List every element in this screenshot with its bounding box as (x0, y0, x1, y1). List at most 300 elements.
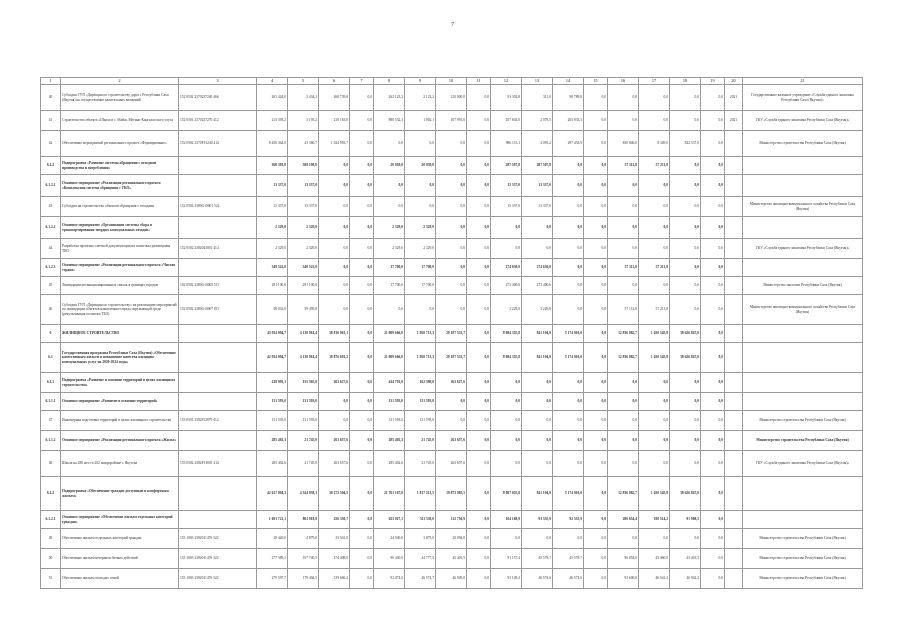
amount-cell: 0,0 (319, 175, 350, 197)
amount-cell: 57 112,8 (608, 157, 639, 175)
responsible-org: Министерство строительства Республики Саха (Якутия) (743, 411, 863, 431)
amount-cell: 0,0 (553, 217, 584, 239)
amount-cell: 0,0 (319, 411, 350, 431)
amount-cell: 197 740,5 (288, 549, 319, 569)
table-row (41, 373, 863, 393)
amount-cell: 131 593,0 (257, 411, 288, 431)
row-number: 44 (41, 239, 61, 259)
amount-cell: 0,0 (436, 393, 467, 411)
amount-cell: 0,0 (491, 451, 522, 477)
amount-cell: 0,0 (522, 431, 553, 451)
responsible-org: Министерство строительства Республики Саха (Якутия) (743, 549, 863, 569)
responsible-org: Министерство строительства Республики Саха (Якутия) (743, 131, 863, 157)
amount-cell: 0,0 (670, 111, 701, 131)
amount-cell: 0,0 (350, 295, 374, 325)
amount-cell: 0,0 (639, 197, 670, 217)
amount-cell: 21 745,0 (288, 431, 319, 451)
amount-cell: 1 024 993,7 (319, 131, 350, 157)
amount-cell: 0,0 (639, 85, 670, 111)
page-number: 7 (451, 22, 454, 28)
amount-cell: 0,0 (467, 295, 491, 325)
amount-cell: 0,0 (553, 259, 584, 277)
amount-cell: 287 507,8 (491, 157, 522, 175)
row-number: 6.1 (41, 343, 61, 373)
amount-cell: 0,0 (374, 197, 405, 217)
amount-cell: 190 514,2 (639, 511, 670, 529)
amount-cell: 2 329,0 (257, 239, 288, 259)
amount-cell: 0,0 (491, 373, 522, 393)
amount-cell: 131 593,0 (405, 411, 436, 431)
row-name: Субсидия ГУП «Дирекция по строительству дорог» Республики Саха (Якутия) на осуществление капитальных вложений (61, 85, 179, 111)
column-number: 6 (319, 78, 350, 85)
amount-cell: 44 777,5 (405, 549, 436, 569)
amount-cell: 21 809 666,0 (374, 343, 405, 373)
amount-cell: 4 138 961,4 (288, 325, 319, 343)
budget-code (179, 259, 257, 277)
amount-cell: 0,0 (467, 343, 491, 373)
amount-cell: 0,0 (467, 239, 491, 259)
responsible-org: Министерство строительства Республики Саха (Якутия) (743, 569, 863, 589)
row-number: 46 (41, 295, 61, 325)
amount-cell: 0,0 (319, 157, 350, 175)
amount-cell: 2 329,0 (288, 217, 319, 239)
row-number: 6.1.2.3 (41, 259, 61, 277)
year-cell (725, 393, 743, 411)
budget-code: 152 0502 2370237240 466 (179, 85, 257, 111)
amount-cell: 0,0 (701, 239, 725, 259)
amount-cell: 8 084 355,8 (491, 325, 522, 343)
amount-cell: 0,0 (701, 175, 725, 197)
amount-cell: 0,0 (701, 393, 725, 411)
budget-code: 152 0502 2370F13240 414 (179, 131, 257, 157)
table-row (41, 569, 863, 589)
row-number: 6.1.2.1 (41, 511, 61, 529)
amount-cell: 38 626 847,6 (670, 325, 701, 343)
amount-cell: 0,0 (701, 131, 725, 157)
amount-cell: 263 657,6 (436, 431, 467, 451)
amount-cell: 0,0 (670, 197, 701, 217)
amount-cell: 0,0 (467, 217, 491, 239)
budget-code: 162 0502 2380G10005 511 (179, 277, 257, 295)
amount-cell: 0,0 (639, 393, 670, 411)
amount-cell: 174 408,0 (319, 549, 350, 569)
amount-cell: 0,0 (608, 197, 639, 217)
amount-cell: 262 123,2 (374, 85, 405, 111)
responsible-org: Государственное казенное учреждение «Служба единого заказчика Республики Саха (Якутия)» (743, 85, 863, 111)
row-name: Подпрограмма «Развитие системы обращения с отходами производства и потребления» (61, 157, 179, 175)
amount-cell: 0,0 (701, 511, 725, 529)
table-row (41, 295, 863, 325)
column-number: 3 (179, 78, 257, 85)
amount-cell: 260 739,8 (319, 85, 350, 111)
amount-cell: 0,0 (319, 217, 350, 239)
amount-cell: 0,0 (467, 477, 491, 511)
amount-cell: 4 091,2 (522, 131, 553, 157)
responsible-org (743, 511, 863, 529)
amount-cell: 3 229,0 (491, 295, 522, 325)
amount-cell: 57 112,8 (608, 295, 639, 325)
amount-cell: 0,0 (584, 549, 608, 569)
column-number: 20 (725, 78, 743, 85)
amount-cell: 0,0 (522, 411, 553, 431)
amount-cell: 19 873 005,5 (436, 477, 467, 511)
row-number: 6.1.2.1 (41, 175, 61, 197)
row-name: Обеспечение мероприятий регионального проекта «Формирование» (61, 131, 179, 157)
row-name: Школа на 280 мест в 202 микрорайоне г. Якутска (61, 451, 179, 477)
amount-cell: 0,0 (701, 569, 725, 589)
amount-cell: 0,0 (584, 217, 608, 239)
amount-cell: 57 211,8 (639, 157, 670, 175)
amount-cell: 0,0 (701, 217, 725, 239)
amount-cell: 0,0 (350, 175, 374, 197)
amount-cell: 0,0 (467, 569, 491, 589)
amount-cell: 623 027,1 (374, 511, 405, 529)
amount-cell: 46 942,2 (670, 569, 701, 589)
amount-cell: 4 138 961,4 (288, 343, 319, 373)
amount-cell: 0,0 (467, 373, 491, 393)
budget-code (179, 325, 257, 343)
amount-cell: 5 174 001,0 (553, 477, 584, 511)
amount-cell: 5 174 001,0 (553, 325, 584, 343)
amount-cell: 263 657,6 (319, 451, 350, 477)
amount-cell: 0,0 (608, 239, 639, 259)
amount-cell: 0,0 (436, 157, 467, 175)
amount-cell: 511 338,0 (405, 511, 436, 529)
amount-cell: 0,0 (584, 277, 608, 295)
amount-cell: 207 602,0 (491, 111, 522, 131)
responsible-org (743, 175, 863, 197)
amount-cell: 0,0 (670, 239, 701, 259)
amount-cell: 12 836 082,7 (608, 477, 639, 511)
amount-cell: 0,0 (350, 393, 374, 411)
amount-cell: 0,0 (639, 431, 670, 451)
amount-cell: 0,0 (584, 393, 608, 411)
amount-cell: 46 574,7 (405, 569, 436, 589)
amount-cell: 93 302,8 (491, 85, 522, 111)
amount-cell: 0,0 (350, 373, 374, 393)
amount-cell: 57 112,8 (608, 259, 639, 277)
amount-cell: 42 617 094,3 (257, 477, 288, 511)
column-number: 9 (405, 78, 436, 85)
amount-cell: 0,0 (553, 393, 584, 411)
amount-cell: 0,0 (350, 549, 374, 569)
amount-cell: 139 666,2 (319, 569, 350, 589)
amount-cell: 0,0 (553, 431, 584, 451)
amount-cell: 0,0 (670, 295, 701, 325)
amount-cell: 2 078,5 (522, 111, 553, 131)
amount-cell: 0,0 (584, 111, 608, 131)
row-number: 51 (41, 569, 61, 589)
budget-code (179, 175, 257, 197)
amount-cell: 17 700,0 (374, 277, 405, 295)
amount-cell: 91 157,4 (491, 549, 522, 569)
amount-cell: 2 329,0 (288, 239, 319, 259)
amount-cell: 0,0 (584, 131, 608, 157)
row-number: 6.1.2 (41, 477, 61, 511)
amount-cell: 131 593,0 (405, 393, 436, 411)
amount-cell: 2 123,2 (405, 85, 436, 111)
amount-cell: 0,0 (436, 239, 467, 259)
row-number: 49 (41, 529, 61, 549)
amount-cell: 17 700,0 (374, 259, 405, 277)
row-name: Основное мероприятие «Обеспечение жильем отдельных категорий граждан» (61, 511, 179, 529)
amount-cell: 263 424,0 (257, 85, 288, 111)
amount-cell: 0,0 (350, 411, 374, 431)
amount-cell: 0,0 (701, 477, 725, 511)
amount-cell: 43 034 094,7 (257, 325, 288, 343)
amount-cell: 93 149,2 (491, 569, 522, 589)
budget-code (179, 477, 257, 511)
year-cell (725, 197, 743, 217)
responsible-org (743, 373, 863, 393)
amount-cell: 1 950 713,3 (405, 325, 436, 343)
row-number: 45 (41, 277, 61, 295)
year-cell (725, 217, 743, 239)
table-row (41, 477, 863, 511)
amount-cell: 13 337,0 (288, 197, 319, 217)
amount-cell: 0,0 (553, 373, 584, 393)
column-number: 10 (436, 78, 467, 85)
amount-cell: 0,0 (350, 529, 374, 549)
year-cell (725, 477, 743, 511)
amount-cell: 0,0 (701, 529, 725, 549)
amount-cell: 0,0 (467, 197, 491, 217)
amount-cell: 822 537,0 (670, 131, 701, 157)
column-number: 2 (61, 78, 179, 85)
amount-cell: 8 349,0 (639, 131, 670, 157)
year-cell (725, 411, 743, 431)
amount-cell: 57 211,8 (639, 295, 670, 325)
amount-cell: 0,0 (350, 197, 374, 217)
amount-cell: 0,0 (608, 393, 639, 411)
amount-cell: 46 574,6 (553, 569, 584, 589)
amount-cell: 46 574,6 (522, 569, 553, 589)
amount-cell: 45 401,5 (670, 549, 701, 569)
amount-cell: 0,0 (584, 85, 608, 111)
amount-cell: 0,0 (491, 239, 522, 259)
amount-cell: 20 094,0 (436, 529, 467, 549)
amount-cell: 0,0 (467, 451, 491, 477)
amount-cell: 0,0 (319, 295, 350, 325)
amount-cell: 291 100,6 (257, 277, 288, 295)
amount-cell: 0,0 (467, 393, 491, 411)
budget-code (179, 373, 257, 393)
amount-cell: 0,0 (608, 373, 639, 393)
amount-cell: 0,0 (701, 373, 725, 393)
amount-cell: 285 402,3 (374, 431, 405, 451)
column-number: 17 (639, 78, 670, 85)
amount-cell: 0,0 (350, 85, 374, 111)
amount-cell: 131 593,0 (374, 411, 405, 431)
amount-cell: 0,0 (350, 325, 374, 343)
amount-cell: 0,0 (467, 85, 491, 111)
amount-cell: 57 211,8 (639, 259, 670, 277)
amount-cell: 0,0 (467, 111, 491, 131)
amount-cell: 2 329,0 (257, 217, 288, 239)
row-number: 6.1.1.1 (41, 393, 61, 411)
amount-cell: 861 918,8 (288, 511, 319, 529)
budget-code: 152 0501 2370237270 412 (179, 111, 257, 131)
table-row (41, 325, 863, 343)
amount-cell: 263 657,6 (436, 451, 467, 477)
amount-cell: 0,0 (467, 325, 491, 343)
budget-code: 152 0502 2380G10001 522 (179, 197, 257, 217)
amount-cell: 131 593,0 (288, 411, 319, 431)
amount-cell: 0,0 (522, 529, 553, 549)
amount-cell: 0,0 (350, 277, 374, 295)
amount-cell: 0,0 (522, 393, 553, 411)
amount-cell: 0,0 (584, 157, 608, 175)
amount-cell: 1 691 721,1 (257, 511, 288, 529)
amount-cell: 309 108,8 (288, 157, 319, 175)
budget-code (179, 511, 257, 529)
table-row (41, 85, 863, 111)
year-cell: 2021 (725, 85, 743, 111)
amount-cell: 0,0 (701, 111, 725, 131)
budget-code: 152 0502 2380G10007 811 (179, 295, 257, 325)
column-number: 14 (553, 78, 584, 85)
budget-code: 153 1003 2382011476 322 (179, 569, 257, 589)
year-cell (725, 131, 743, 157)
column-number: 12 (491, 78, 522, 85)
amount-cell: 0,0 (405, 175, 436, 197)
amount-cell: 0,0 (701, 325, 725, 343)
amount-cell: 0,0 (436, 411, 467, 431)
amount-cell: 0,0 (701, 431, 725, 451)
amount-cell: 38 626 847,6 (670, 477, 701, 511)
amount-cell: 0,0 (467, 131, 491, 157)
amount-cell: 830 846,0 (608, 131, 639, 157)
amount-cell: 880 532,3 (374, 111, 405, 131)
row-number: 42 (41, 131, 61, 157)
amount-cell: 418 993,1 (257, 373, 288, 393)
amount-cell: 277 389,3 (257, 549, 288, 569)
amount-cell: 0,0 (350, 431, 374, 451)
column-number: 4 (257, 78, 288, 85)
amount-cell: 0,0 (467, 175, 491, 197)
amount-cell: 1 450 345,8 (639, 343, 670, 373)
amount-cell: 0,0 (670, 529, 701, 549)
year-cell (725, 325, 743, 343)
amount-cell: 273 400,6 (522, 277, 553, 295)
amount-cell: 0,0 (670, 431, 701, 451)
amount-cell: 0,0 (350, 569, 374, 589)
amount-cell: 841 104,9 (522, 325, 553, 343)
amount-cell: 8 084 355,8 (491, 343, 522, 373)
row-name: Основное мероприятие «Организация системы сбора и транспортирования твердых коммунальных отходов» (61, 217, 179, 239)
amount-cell: 104 168,9 (491, 511, 522, 529)
row-name: Обеспечение жильем отдельных категорий граждан (61, 529, 179, 549)
amount-cell: 13 337,0 (491, 175, 522, 197)
amount-cell: 0,0 (491, 431, 522, 451)
amount-cell: 96 854,0 (608, 549, 639, 569)
amount-cell: 0,0 (584, 295, 608, 325)
row-number: 50 (41, 549, 61, 569)
amount-cell: 0,0 (553, 175, 584, 197)
amount-cell: 0,0 (670, 373, 701, 393)
table-row (41, 197, 863, 217)
row-number: 47 (41, 411, 61, 431)
amount-cell: 986 113,1 (491, 131, 522, 157)
responsible-org: ГКУ «Служба единого заказчика Республики Саха (Якутия)» (743, 451, 863, 477)
row-name: Строительство объекта «Школа в с. Майя» Мегино-Кангаласского улуса (61, 111, 179, 131)
amount-cell: 210 000,0 (436, 85, 467, 111)
responsible-org (743, 325, 863, 343)
table-row (41, 549, 863, 569)
amount-cell: 0,0 (553, 157, 584, 175)
amount-cell: 13 337,0 (257, 175, 288, 197)
column-number-row (41, 78, 863, 85)
amount-cell: 0,0 (608, 217, 639, 239)
column-number: 5 (288, 78, 319, 85)
amount-cell: 349 522,0 (288, 259, 319, 277)
amount-cell: 297 433,9 (553, 131, 584, 157)
column-number: 16 (608, 78, 639, 85)
amount-cell: 0,0 (374, 295, 405, 325)
responsible-org: Министерство жилищно-коммунального хозяйства Республики Саха (Якутия) (743, 197, 863, 217)
amount-cell: 0,0 (639, 111, 670, 131)
amount-cell: 38 272 504,5 (319, 477, 350, 511)
row-name: Обеспечение жильем ветеранов боевых действий (61, 549, 179, 569)
amount-cell: 0,0 (584, 451, 608, 477)
amount-cell: 4 344 938,3 (288, 477, 319, 511)
amount-cell: 0,0 (436, 259, 467, 277)
amount-cell: 1 450 345,8 (639, 325, 670, 343)
amount-cell: 0,0 (467, 277, 491, 295)
column-number: 18 (670, 78, 701, 85)
amount-cell: 13 337,0 (491, 197, 522, 217)
row-name: Ликвидация несанкционированных свалок в границах городов (61, 277, 179, 295)
budget-code: 153 0501 2382813879 412 (179, 411, 257, 431)
amount-cell: 20 039,0 (405, 157, 436, 175)
amount-cell: 0,0 (436, 277, 467, 295)
column-number: 7 (350, 78, 374, 85)
amount-cell: 3 875,0 (405, 529, 436, 549)
amount-cell: 17 700,0 (405, 277, 436, 295)
amount-cell: 0,0 (436, 131, 467, 157)
year-cell (725, 569, 743, 589)
row-name: Обеспечение жильем молодых семей (61, 569, 179, 589)
amount-cell: 0,0 (350, 157, 374, 175)
budget-code (179, 431, 257, 451)
amount-cell: 0,0 (405, 131, 436, 157)
row-name: Государственная программа Республики Саха (Якутия) «Обеспечение качественным жильем и повышение качества жилищно-коммунальных услуг на 2020-2024 годы» (61, 343, 179, 373)
amount-cell: 0,0 (467, 511, 491, 529)
amount-cell: 311,0 (522, 85, 553, 111)
year-cell (725, 277, 743, 295)
amount-cell: 0,0 (670, 217, 701, 239)
amount-cell: 286 654,4 (608, 511, 639, 529)
amount-cell: 0,0 (701, 451, 725, 477)
row-name: Субсидия ГУП «Дирекция по строительству» на реализацию мероприятий по ликвидации объектов накопленного вреда окружающей среде (рекультивация полигона ТБО) (61, 295, 179, 325)
amount-cell: 0,0 (670, 277, 701, 295)
amount-cell: 0,0 (374, 131, 405, 157)
budget-code: 153 1003 2382011476 322 (179, 549, 257, 569)
responsible-org (743, 343, 863, 373)
responsible-org (743, 157, 863, 175)
amount-cell: 8 087 055,8 (491, 477, 522, 511)
budget-code (179, 157, 257, 175)
responsible-org (743, 477, 863, 511)
amount-cell: 434 791,0 (374, 373, 405, 393)
amount-cell: 5 174 001,0 (553, 343, 584, 373)
amount-cell: 48 032,0 (257, 295, 288, 325)
amount-cell: 0,0 (522, 373, 553, 393)
responsible-org: ГКУ «Служба единого заказчика Республики Саха (Якутия)» (743, 239, 863, 259)
table-row (41, 259, 863, 277)
amount-cell: 131 593,0 (288, 393, 319, 411)
amount-cell: 0,0 (553, 239, 584, 259)
